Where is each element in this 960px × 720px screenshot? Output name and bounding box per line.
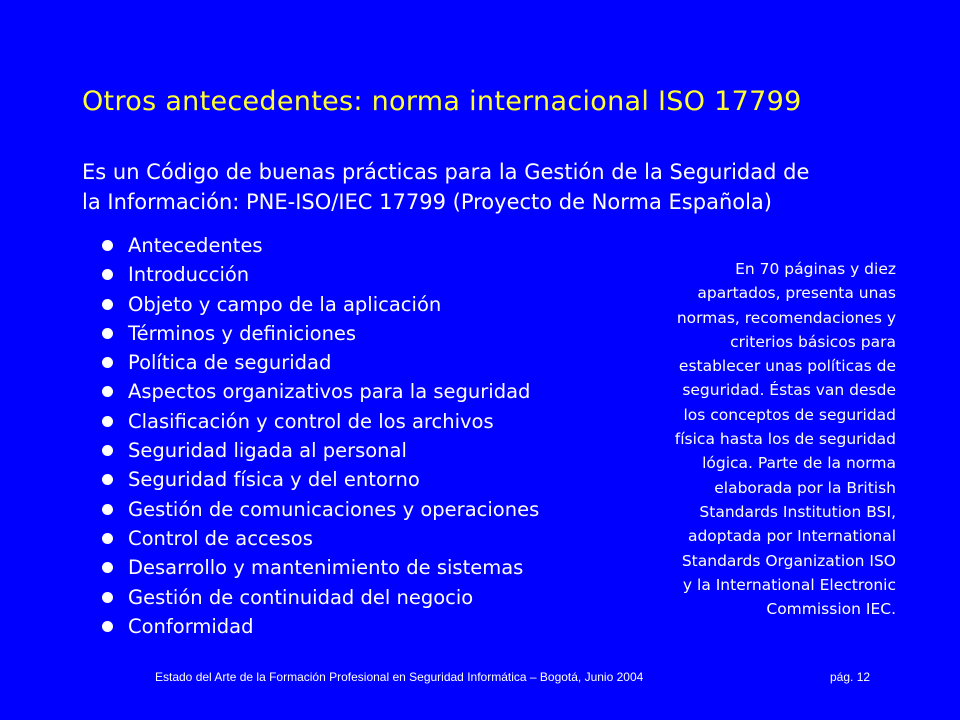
bullet-dot-icon bbox=[102, 533, 113, 544]
bullet-label: Gestión de continuidad del negocio bbox=[128, 585, 474, 609]
bullet-dot-icon bbox=[102, 240, 113, 251]
side-note-line: Commission IEC. bbox=[766, 600, 896, 619]
bullet-dot-icon bbox=[102, 592, 113, 603]
bullet-item bbox=[96, 612, 539, 641]
side-note-line: elaborada por la British bbox=[714, 478, 896, 497]
bullet-dot-icon bbox=[102, 445, 113, 456]
side-note-line: Standards Organization ISO bbox=[681, 551, 896, 570]
bullet-item bbox=[96, 583, 539, 612]
slide-title: Otros antecedentes: norma internacional ISO 17799 bbox=[82, 86, 802, 117]
bullet-label: Seguridad física y del entorno bbox=[128, 468, 420, 492]
bullet-item bbox=[96, 407, 539, 436]
bullet-dot-icon bbox=[102, 474, 113, 485]
bullet-label: Objeto y campo de la aplicación bbox=[128, 292, 442, 316]
bullet-dot-icon bbox=[102, 386, 113, 397]
bullet-dot-icon bbox=[102, 357, 113, 368]
bullet-item bbox=[96, 524, 539, 553]
bullet-item bbox=[96, 436, 539, 465]
bullet-label: Conformidad bbox=[128, 614, 254, 638]
side-note-line: adoptada por International bbox=[687, 527, 896, 546]
bullet-item bbox=[96, 319, 539, 348]
intro-line-1: Es un Código de buenas prácticas para la Gestión de la Seguridad de bbox=[82, 160, 810, 184]
bullet-item bbox=[96, 495, 539, 524]
bullet-dot-icon bbox=[102, 562, 113, 573]
bullet-item bbox=[96, 260, 539, 289]
bullet-dot-icon bbox=[102, 328, 113, 339]
side-note-line: En 70 páginas y diez bbox=[735, 260, 896, 278]
side-note-line: establecer unas políticas de bbox=[678, 357, 896, 376]
bullet-label: Introducción bbox=[128, 263, 250, 287]
page-number: pág. 12 bbox=[830, 670, 871, 684]
side-note-line: normas, recomendaciones y bbox=[676, 308, 896, 327]
bullet-dot-icon bbox=[102, 504, 113, 515]
bullet-item bbox=[96, 348, 539, 377]
bullet-dot-icon bbox=[102, 269, 113, 280]
bullet-label: Control de accesos bbox=[128, 526, 313, 550]
bullet-item bbox=[96, 377, 539, 406]
bullet-item bbox=[96, 553, 539, 582]
side-note-line: física hasta los de seguridad bbox=[674, 430, 896, 449]
side-note-line: apartados, presenta unas bbox=[697, 284, 896, 303]
intro-line-2: la Información: PNE-ISO/IEC 17799 (Proyecto de Norma Española) bbox=[82, 190, 772, 214]
bullet-item bbox=[96, 231, 539, 260]
side-note-line: seguridad. Éstas van desde bbox=[682, 381, 896, 400]
bullet-label: Política de seguridad bbox=[128, 351, 332, 375]
bullet-label: Gestión de comunicaciones y operaciones bbox=[128, 497, 540, 521]
bullet-label: Términos y definiciones bbox=[128, 321, 357, 345]
side-note-line: Standards Institution BSI, bbox=[699, 502, 896, 521]
bullet-dot-icon bbox=[102, 299, 113, 310]
footer-text: Estado del Arte de la Formación Profesional en Seguridad Informática – Bogotá, Junio 2004 bbox=[155, 670, 644, 684]
bullet-dot-icon bbox=[102, 416, 113, 427]
bullet-label: Aspectos organizativos para la seguridad bbox=[128, 380, 531, 404]
bullet-label: Antecedentes bbox=[128, 234, 263, 257]
side-note-line: los conceptos de seguridad bbox=[683, 405, 896, 424]
side-note-line: criterios básicos para bbox=[730, 332, 896, 351]
bullet-item bbox=[96, 465, 539, 494]
bullet-item bbox=[96, 290, 539, 319]
side-note bbox=[600, 257, 896, 621]
side-note-line: lógica. Parte de la norma bbox=[702, 454, 896, 473]
side-note-line: y la International Electronic bbox=[682, 575, 896, 594]
bullet-list bbox=[96, 231, 539, 641]
bullet-label: Seguridad ligada al personal bbox=[128, 439, 407, 463]
intro-paragraph bbox=[82, 157, 902, 217]
bullet-label: Desarrollo y mantenimiento de sistemas bbox=[128, 556, 524, 580]
bullet-label: Clasificación y control de los archivos bbox=[128, 409, 494, 433]
bullet-dot-icon bbox=[102, 621, 113, 632]
